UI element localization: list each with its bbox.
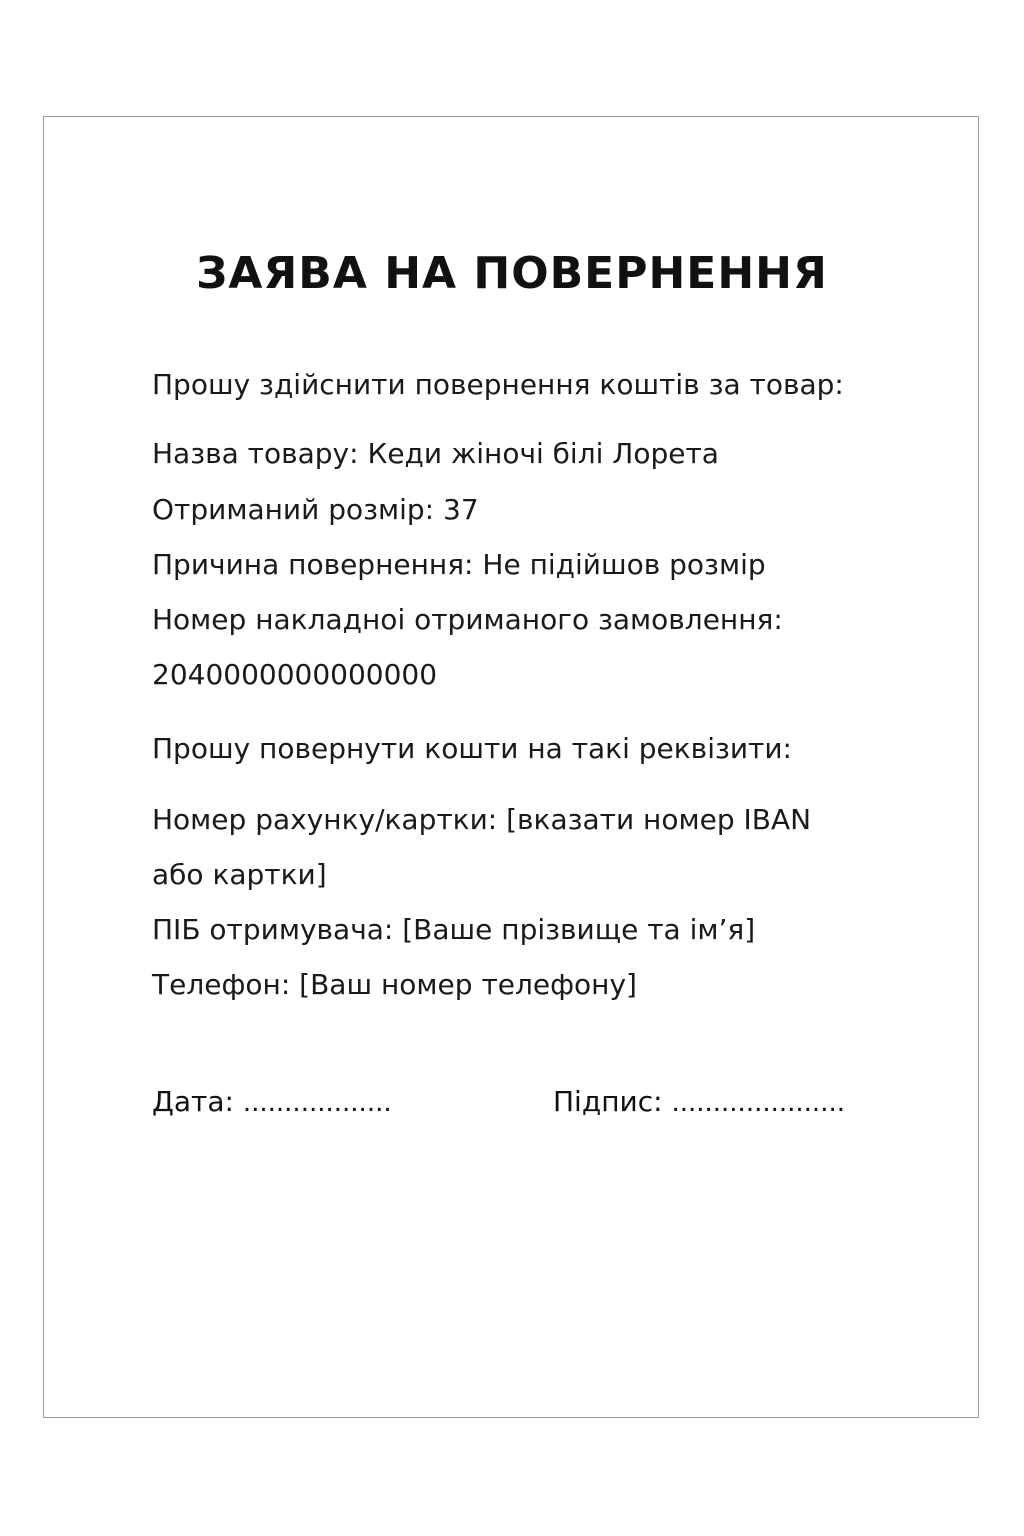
intro-text: Прошу здійснити повернення коштів за товар: [152,368,844,401]
date-field [152,1084,392,1121]
signature-label: Підпис: [553,1085,663,1118]
phone-line: Телефон: [Ваш номер телефону] [152,968,637,1001]
refund-intro-text: Прошу повернути кошти на такі реквізити: [152,732,792,765]
return-reason-line: Причина повернення: Не підійшов розмір [152,548,766,581]
waybill-number: 2040000000000000 [152,658,438,691]
document-sheet [43,116,979,1418]
received-size-line: Отриманий розмір: 37 [152,493,479,526]
account-line-1: Номер рахунку/картки: [вказати номер IBAN [152,803,812,836]
account-line-2: або картки] [152,858,327,891]
signature-field [553,1084,845,1121]
date-placeholder-dots: .................. [242,1088,392,1118]
document-title: ЗАЯВА НА ПОВЕРНЕННЯ [196,248,828,299]
recipient-name-line: ПІБ отримувача: [Ваше прізвище та ім’я] [152,913,756,946]
product-name-line: Назва товару: Кеди жіночі білі Лорета [152,437,719,470]
date-label: Дата: [152,1085,234,1118]
waybill-label: Номер накладноі отриманого замовлення: [152,603,783,636]
signature-placeholder-dots: ..................... [671,1088,845,1118]
